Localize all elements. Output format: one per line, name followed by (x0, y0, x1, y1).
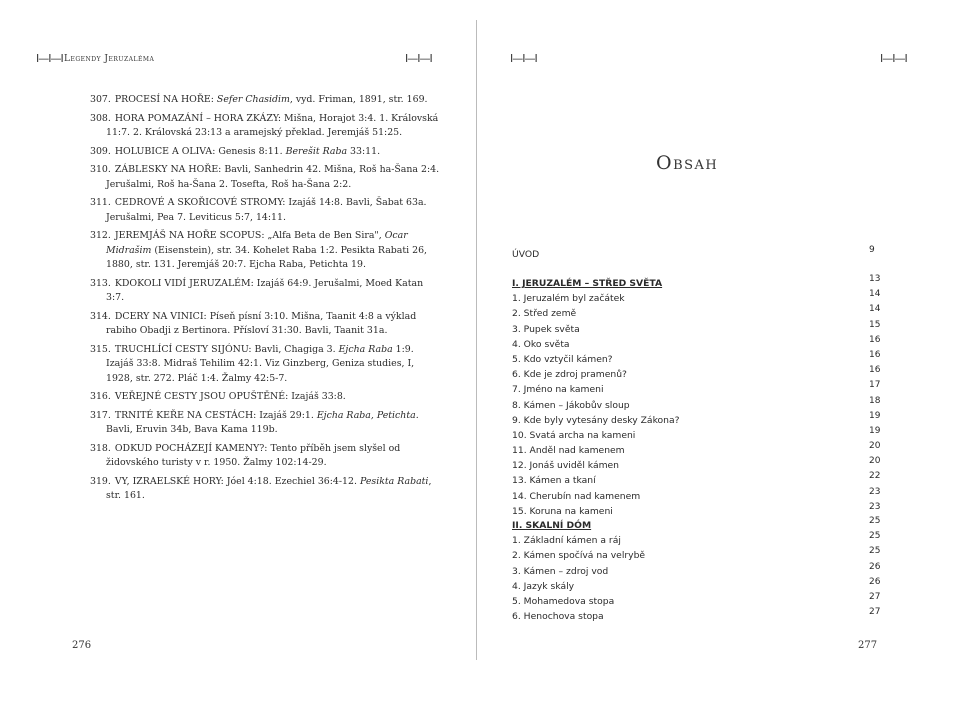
toc-entry-label: 7. Jméno na kameni (512, 384, 604, 396)
toc-section-2 (512, 516, 892, 626)
toc-section-heading[interactable] (512, 274, 892, 293)
endnote: 319. VY, IZRAELSKÉ HORY: Jóel 4:18. Ezechiel 36:4-12. Pesikta Rabati, str. 161. (90, 475, 432, 501)
toc-entry[interactable] (512, 334, 892, 354)
toc-entry[interactable] (512, 380, 892, 399)
toc-entry-page: 23 (869, 486, 881, 497)
toc-entry[interactable] (512, 441, 892, 460)
endnote: 312. JEREMJÁŠ NA HOŘE SCOPUS: „Alfa Beta de Ben Sira", Ocar Midrašim (Eisenstein), str. 34. Kohelet Raba 1:2. Pesikta Rabati 26, 1880, str. 131. Jeremjáš 20:7. Ejcha Raba, Petichta 19. (90, 230, 428, 270)
toc-entry[interactable] (512, 591, 892, 611)
toc-entry[interactable] (512, 486, 892, 506)
header-ornament-right: I—I—I (405, 52, 432, 65)
header-ornament-left: I—I—I (36, 52, 63, 65)
endnote: 307. PROCESÍ NA HOŘE: Sefer Chasidim, vyd. Friman, 1891, str. 169. (90, 94, 428, 105)
header-ornament-right: I—I—I (880, 52, 907, 65)
toc-entry[interactable] (512, 501, 892, 521)
toc-entry-page: 18 (869, 395, 881, 406)
book-gutter (476, 20, 477, 660)
toc-entry[interactable] (512, 561, 892, 581)
toc-entry[interactable] (512, 365, 892, 384)
endnote: 318. ODKUD POCHÁZEJÍ KAMENY?: Tento příběh jsem slyšel od židovského turisty v r. 1950. Žalmy 102:14-29. (90, 442, 401, 468)
toc-entry-page: 25 (869, 546, 881, 557)
toc-entry-label: 2. Kámen spočívá na velrybě (512, 550, 646, 562)
endnote: 309. HOLUBICE A OLIVA: Genesis 8:11. Berešit Raba 33:11. (90, 145, 381, 157)
toc-entry-label: 4. Jazyk skály (512, 580, 575, 592)
toc-entry-label: 4. Oko světa (512, 338, 570, 350)
toc-entry-label: 12. Jonáš uviděl kámen (512, 460, 620, 472)
endnote: 311. CEDROVÉ A SKOŘICOVÉ STROMY: Izajáš 14:8. Bavli, Šabat 63a. Jerušalmi, Pea 7. Leviticus 5:7, 14:11. (90, 197, 427, 223)
toc-entry-label: 14. Cherubín nad kamenem (512, 490, 641, 502)
toc-entry-label: 2. Střed země (512, 308, 577, 320)
toc-entry-label: 13. Kámen a tkaní (512, 475, 596, 487)
toc-entry-label: 11. Anděl nad kamenem (512, 445, 625, 457)
toc-entry[interactable] (512, 395, 892, 415)
toc-entry-page: 20 (869, 456, 881, 467)
toc-entry[interactable] (512, 245, 892, 264)
toc-entry[interactable] (512, 576, 892, 596)
toc-entry[interactable] (512, 531, 892, 550)
toc-entry-page: 16 (869, 365, 881, 376)
toc-entry-label: 6. Henochova stopa (512, 611, 604, 623)
toc-entry[interactable] (512, 349, 892, 369)
toc-entry-page: 19 (869, 410, 881, 421)
toc-section-label: I. JERUZALÉM – STŘED SVĚTA (512, 278, 663, 289)
endnote: 316. VEŘEJNÉ CESTY JSOU OPUŠTĚNÉ: Izajáš 33:8. (90, 391, 346, 402)
toc-entry[interactable] (512, 456, 892, 475)
toc-entry-label: 9. Kde byly vytesány desky Zákona? (512, 414, 680, 426)
toc-entry-page: 14 (869, 304, 881, 315)
toc-entry-label: 10. Svatá archa na kameni (512, 429, 636, 441)
toc-entry-page: 26 (869, 576, 881, 587)
toc-entry-page: 17 (869, 380, 881, 391)
toc-entry[interactable] (512, 319, 892, 339)
toc-entry[interactable] (512, 425, 892, 445)
toc-entry[interactable] (512, 546, 892, 565)
toc-entry-page: 26 (869, 561, 881, 572)
toc-entry-page: 25 (869, 531, 881, 542)
toc-entry-label: 3. Pupek světa (512, 323, 580, 335)
toc-entry-page: 15 (869, 319, 881, 330)
toc-entry-label: 5. Mohamedova stopa (512, 595, 615, 607)
toc-entry-page: 9 (869, 245, 875, 255)
toc-section-label: II. SKALNÍ DÓM (512, 520, 592, 531)
toc-section-page: 25 (869, 516, 881, 526)
endnotes-list (90, 93, 440, 508)
endnote: 313. KDOKOLI VIDÍ JERUZALÉM: Izajáš 64:9. Jerušalmi, Moed Katan 3:7. (90, 277, 424, 303)
toc-entry-label: 1. Základní kámen a ráj (512, 535, 621, 547)
toc-entry-label: 3. Kámen – zdroj vod (512, 565, 609, 577)
toc-title: Obsah (656, 152, 719, 174)
toc-entry-page: 27 (869, 607, 881, 618)
header-ornament-left: I—I—I (510, 52, 537, 65)
page-number-right: 277 (858, 640, 878, 651)
toc-entry-page: 27 (869, 591, 881, 602)
toc-entry[interactable] (512, 471, 892, 490)
right-page (480, 0, 960, 704)
toc-entry-label: 6. Kde je zdroj pramenů? (512, 369, 627, 381)
toc-section-heading[interactable] (512, 516, 892, 535)
toc-entry[interactable] (512, 607, 892, 626)
toc-entry-label: 5. Kdo vztyčil kámen? (512, 353, 613, 365)
toc-entry-label: ÚVOD (512, 249, 540, 260)
toc-entry-page: 22 (869, 471, 881, 482)
toc-entry-page: 14 (869, 289, 881, 300)
toc-entry-label: 8. Kámen – Jákobův sloup (512, 399, 630, 411)
endnote: 315. TRUCHLÍCÍ CESTY SIJÓNU: Bavli, Chagiga 3. Ejcha Raba 1:9. Izajáš 33:8. Midraš Tehilim 42:1. Viz Ginzberg, Geniza studies, I, 1928, str. 272. Pláč 1:4. Žalmy 42:5-7. (90, 343, 415, 384)
endnote: 314. DCERY NA VINICI: Píseň písní 3:10. Mišna, Taanit 4:8 a výklad rabiho Obadji z Bertinora. Přísloví 31:30. Bavli, Taanit 31a. (90, 310, 417, 336)
toc-entry[interactable] (512, 410, 892, 430)
toc-entry-page: 16 (869, 334, 881, 345)
toc-section-1 (512, 274, 892, 521)
toc-intro (512, 245, 892, 264)
running-head: Legendy Jeruzaléma (64, 54, 155, 64)
endnote: 317. TRNITÉ KEŘE NA CESTÁCH: Izajáš 29:1. Ejcha Raba, Petichta. Bavli, Eruvin 34b, Bava Kama 119b. (90, 409, 419, 435)
toc-entry-label: 15. Koruna na kameni (512, 505, 613, 517)
toc-entry[interactable] (512, 304, 892, 323)
endnote: 310. ZÁBLESKY NA HOŘE: Bavli, Sanhedrin 42. Mišna, Roš ha-Šana 2:4. Jerušalmi, Roš ha-Šana 2. Tosefta, Roš ha-Šana 2:2. (90, 164, 440, 190)
toc-entry-page: 23 (869, 501, 881, 512)
toc-entry-page: 20 (869, 441, 881, 452)
toc-section-page: 13 (869, 274, 881, 284)
toc-entry-page: 19 (869, 425, 881, 436)
toc-entry-page: 16 (869, 349, 881, 360)
toc-entry-label: 1. Jeruzalém byl začátek (512, 293, 625, 305)
toc-entry[interactable] (512, 289, 892, 308)
endnote: 308. HORA POMAZÁNÍ – HORA ZKÁZY: Mišna, Horajot 3:4. 1. Královská 11:7. 2. Královská 23:13 a aramejský překlad. Jeremjáš 51:25. (90, 112, 439, 138)
page-number-left: 276 (72, 640, 92, 651)
